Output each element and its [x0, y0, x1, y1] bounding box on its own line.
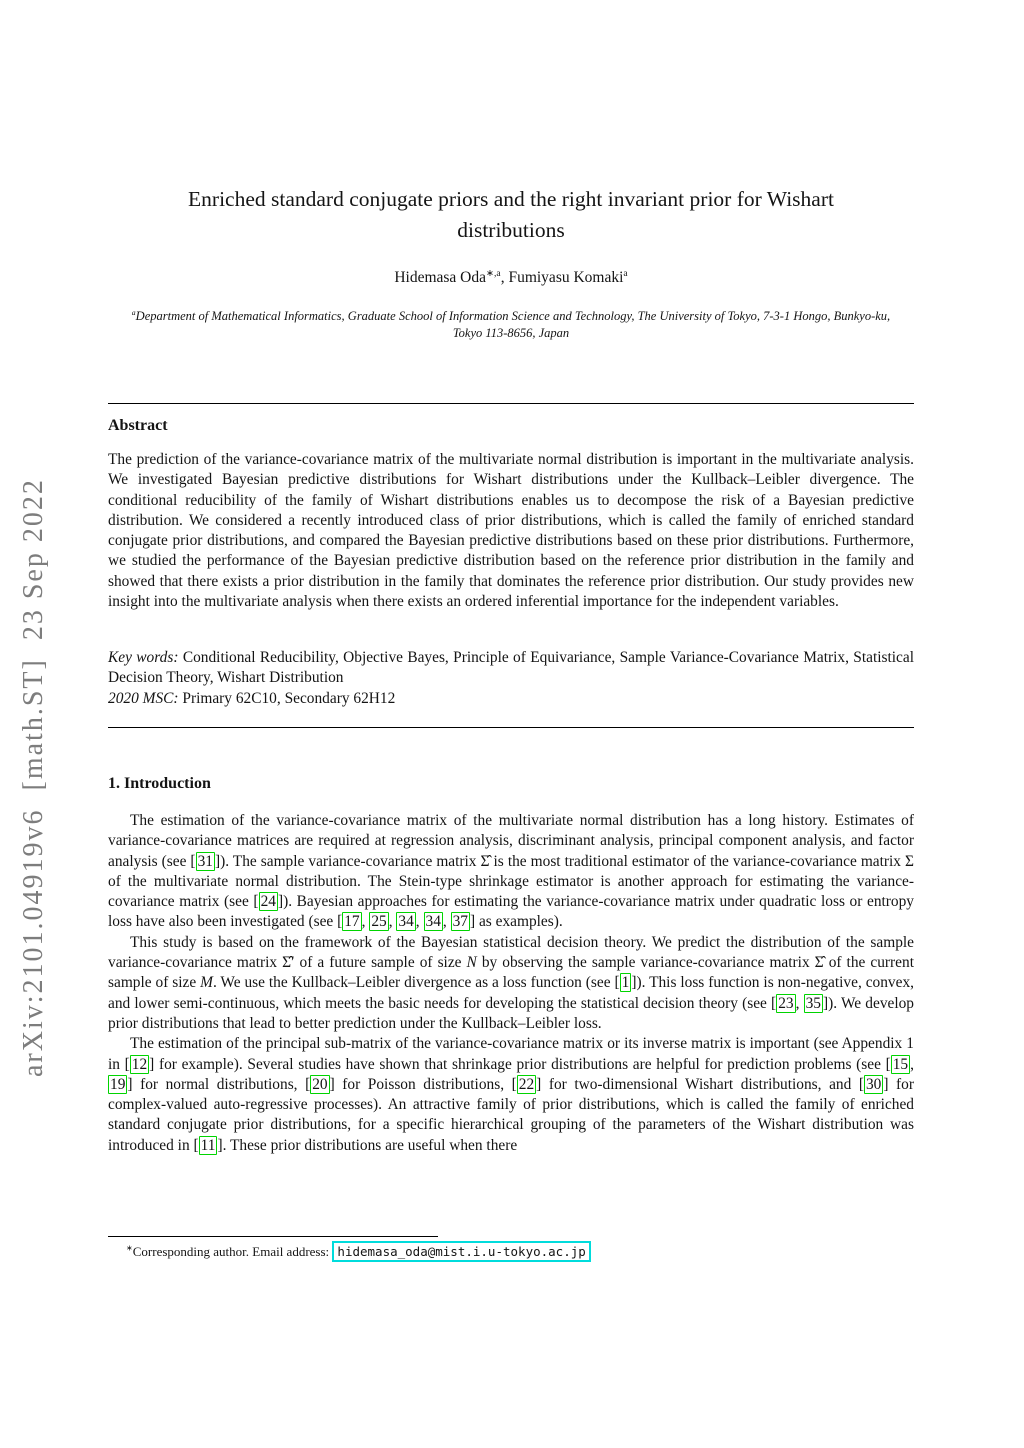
math-variable: N — [466, 954, 477, 972]
superscript-marker: a — [623, 267, 628, 279]
citation-ref-30[interactable]: 30 — [865, 1075, 882, 1093]
arxiv-watermark: arXiv:2101.04919v6 [math.ST] 23 Sep 2022 — [18, 478, 49, 1077]
authors-line: Hidemasa Oda$^{∗,a}$, Fumiyasu Komaki$^a$ — [394, 267, 628, 286]
abstract-body: The prediction of the variance-covariance matrix of the multivariate normal distribution is important in the multivariate analysis. We investigated Bayesian predictive distributions for Wishart distributions under the Kullback–Leibler divergence. The conditional reducibility of the family of Wishart distributions enables us to decompose the risk of a Bayesian predictive distribution. We considered a recently introduced class of prior distributions, which is called the family of enriched standard conjugate prior distributions, and compared the Bayesian predictive distributions based on these prior distributions. Furthermore, we studied the performance of the Bayesian predictive distribution based on the reference prior distribution in the family and showed that there exists a prior distribution in the family that dominates the reference prior distribution. Our study provides new insight into the multivariate analysis when there exists an ordered inferential importance for the independent variables. — [108, 451, 914, 611]
citation-ref-24[interactable]: 24 — [260, 893, 276, 911]
paper-title: Enriched standard conjugate priors and the right invariant prior for Wishart distributions — [188, 187, 834, 242]
citation-ref-34[interactable]: 34 — [398, 913, 414, 931]
math-variable: M — [200, 974, 213, 992]
divider-above-abstract — [108, 403, 914, 404]
superscript-marker: a — [131, 307, 136, 317]
citation-ref-25[interactable]: 25 — [371, 913, 387, 931]
superscript-marker: ∗,a — [486, 267, 501, 279]
italic-label: Key words: — [108, 649, 183, 666]
msc-line: 2020 MSC: Primary 62C10, Secondary 62H12 — [108, 689, 396, 707]
citation-ref-34[interactable]: 34 — [425, 913, 441, 931]
citation-ref-22[interactable]: 22 — [518, 1075, 535, 1093]
email-link[interactable]: hidemasa_oda@mist.i.u-tokyo.ac.jp — [332, 1241, 590, 1262]
intro-paragraph-3: The estimation of the principal sub-matrix of the variance-covariance matrix or its inverse matrix is important (see Appendix 1 in [ 12 ] for example). Several studies have shown that shrinkage prior distributions are helpful for prediction problems (see [ 15 , 19 ] for normal distributions, [ 20 ] for Poisson distributions, [ 22 ] for two-dimensional Wishart distributions, and [ 30 ] for complex-valued auto-regressive processes). An attractive family of prior distributions, which is called the family of enriched standard conjugate prior distributions, for a specific hierarchical grouping of the parameters of the Wishart distribution was introduced in [ 11 ]. These prior distributions are useful when there — [108, 1035, 915, 1154]
citation-ref-11[interactable]: 11 — [200, 1136, 216, 1154]
citation-ref-31[interactable]: 31 — [197, 852, 213, 870]
citation-ref-1[interactable]: 1 — [621, 974, 630, 992]
keywords-block — [108, 648, 914, 709]
section-heading-introduction: 1. Introduction — [108, 775, 211, 792]
italic-label: 2020 MSC: — [108, 689, 183, 707]
citation-ref-12[interactable]: 12 — [131, 1055, 148, 1073]
citation-ref-15[interactable]: 15 — [892, 1055, 909, 1073]
intro-paragraph-2: This study is based on the framework of the Bayesian statistical decision theory. We predict the distribution of the sample variance-covariance matrix Σ̂′ of a future sample of size N by observing the sample variance-covariance matrix Σ̂ of the current sample of size M. We use the Kullback–Leibler divergence as a loss function (see [ 1 ]). This loss function is non-negative, convex, and lower semi-continuous, which meets the basic needs for developing the statistical decision theory (see [ 23 , 35 ]). We develop prior distributions that lead to better prediction under the Kullback–Leibler loss. — [108, 933, 915, 1032]
citation-ref-17[interactable]: 17 — [344, 913, 360, 931]
citation-ref-19[interactable]: 19 — [110, 1075, 126, 1093]
divider-below-keywords — [108, 727, 914, 728]
footnote-line: ∗Corresponding author. Email address: hidemasa_oda@mist.i.u-tokyo.ac.jp — [108, 1242, 914, 1262]
citation-ref-35[interactable]: 35 — [805, 994, 821, 1012]
intro-paragraph-1: The estimation of the variance-covariance matrix of the multivariate normal distribution has a long history. Estimates of variance-covariance matrices are required at regression analysis, discriminant analysis, principal component analysis, and factor analysis (see [ 31 ]). The sample variance-covariance matrix Σ̂ is the most traditional estimator of the variance-covariance matrix Σ of the multivariate normal distribution. The Stein-type shrinkage estimator is another approach for estimating the variance-covariance matrix (see [ 24 ]). Bayesian approaches for estimating the variance-covariance matrix under quadratic loss or entropy loss have also been investigated (see [ 17 , 25 , 34 , 34 , 37 ] as examples). — [108, 812, 915, 931]
keywords-line: Key words: Conditional Reducibility, Objective Bayes, Principle of Equivariance, Sample Variance-Covariance Matrix, Statistical Decision Theory, Wishart Distribution — [108, 649, 915, 687]
superscript-marker: ∗ — [126, 1243, 133, 1253]
citation-ref-20[interactable]: 20 — [312, 1075, 328, 1093]
footnote-rule — [108, 1236, 438, 1237]
citation-ref-23[interactable]: 23 — [778, 994, 794, 1012]
affiliation-line: $^a$Department of Mathematical Informatics, Graduate School of Information Science and Technology, The University of Tokyo, 7-3-1 Hongo, Bunkyo-ku, Tokyo 113-8656, Japan — [131, 307, 891, 340]
content-column — [108, 0, 914, 1448]
abstract-heading: Abstract — [108, 417, 168, 434]
introduction-paragraphs — [108, 811, 914, 1156]
citation-ref-37[interactable]: 37 — [452, 913, 468, 931]
